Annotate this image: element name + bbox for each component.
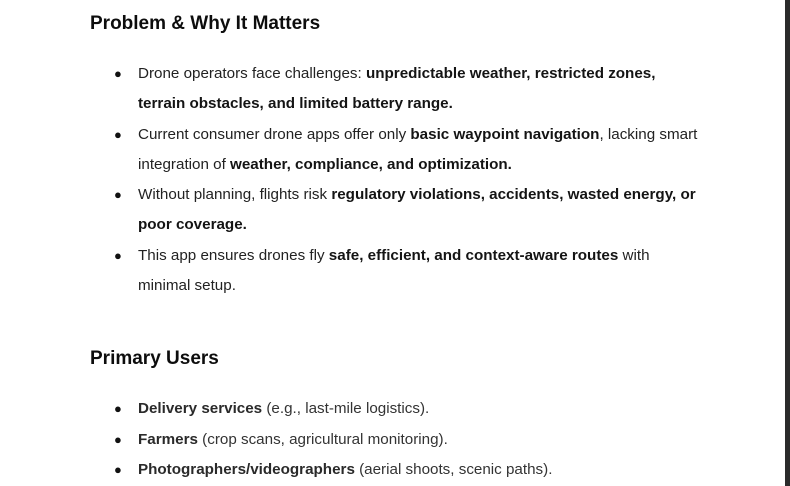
list-item: ● Farmers (crop scans, agricultural monitoring).: [138, 425, 698, 455]
bullet-icon: ●: [114, 247, 122, 263]
section-heading-primary-users: Primary Users: [90, 348, 219, 369]
list-item: ● This app ensures drones fly safe, efficient, and context-aware routes with minimal setup.: [138, 241, 698, 301]
window-edge-divider: [785, 0, 790, 486]
list-item: ● Delivery services (e.g., last-mile logistics).: [138, 394, 698, 424]
bullet-icon: ●: [114, 126, 122, 142]
list-item: ● Without planning, flights risk regulatory violations, accidents, wasted energy, or poor coverage.: [138, 180, 698, 240]
list-item: ● Current consumer drone apps offer only basic waypoint navigation, lacking smart integration of weather, compliance, and optimization.: [138, 120, 698, 180]
problem-bullet-list: [114, 59, 698, 301]
section-heading-problem: Problem & Why It Matters: [90, 13, 321, 34]
bullet-icon: ●: [114, 187, 122, 202]
bullet-icon: ●: [114, 431, 122, 447]
users-bullet-list: [114, 394, 698, 486]
bullet-icon: ●: [114, 401, 122, 416]
bullet-icon: ●: [114, 66, 122, 81]
list-item: ● Photographers/videographers (aerial shoots, scenic paths).: [138, 455, 698, 485]
bullet-icon: ●: [114, 462, 122, 477]
list-item: ● Drone operators face challenges: unpredictable weather, restricted zones, terrain obstacles, and limited battery range.: [138, 59, 698, 119]
